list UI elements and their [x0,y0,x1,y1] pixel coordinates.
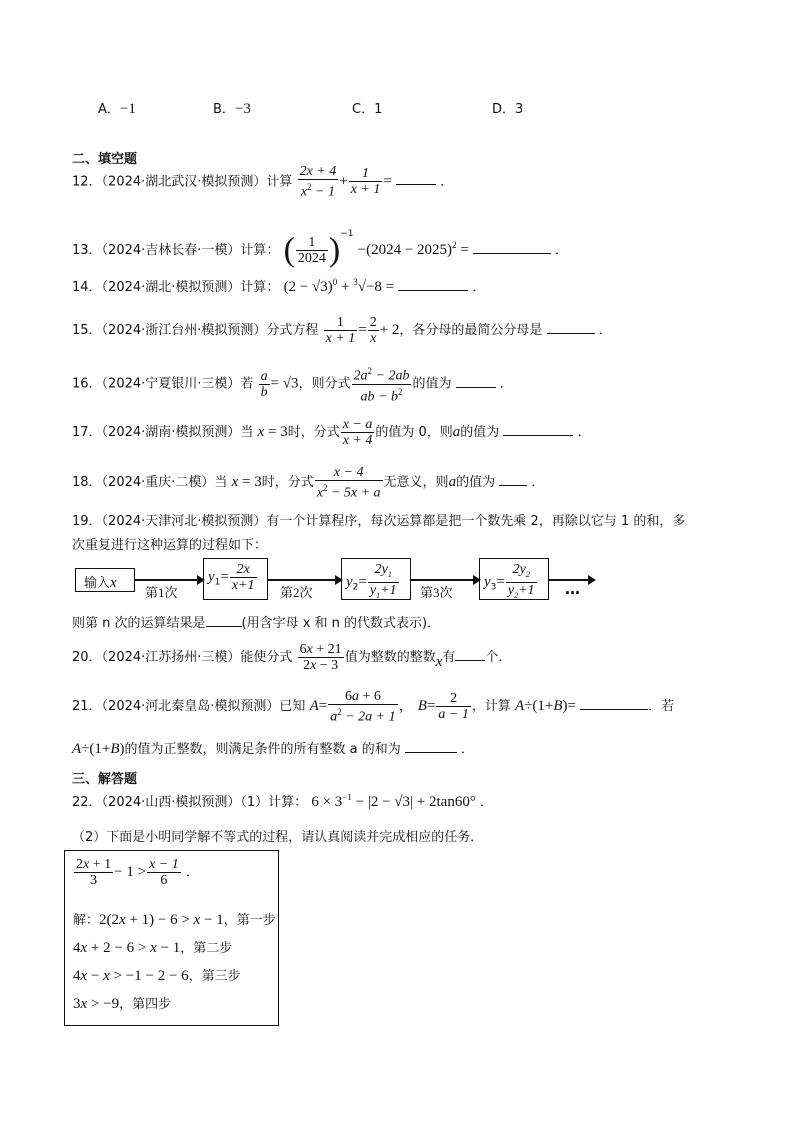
answer-blank[interactable] [473,240,551,254]
question-20: 20．（2024·江苏扬州·三模）能使分式 $\frac{6x + 21}{2x - 3}$ 值为整数的整数x有 个． [72,642,512,673]
question-13: 13．（2024·吉林长春·一模）计算： ( $\frac{1}{2024}$ )$^{-1} -(2024 - 2025)^2$ = ． [72,229,569,269]
question-17: 17．（2024·湖南·模拟预测）当 x = 3时，分式 $\frac{x - a}{x + 4}$ 的值为 0，则a的值为 ． [72,417,591,448]
answer-blank[interactable] [503,422,573,436]
solution-step-2: 4x + 2 − 6 > x − 1，第二步 [73,940,233,956]
flow-arrow [135,579,203,581]
answer-blank[interactable] [398,277,468,291]
question-14: 14．（2024·湖北·模拟预测）计算： $(2 - √3)^0 + ^3√-8$ = ． [72,277,486,295]
answer-blank[interactable] [206,613,242,627]
question-22: 22．（2024·山西·模拟预测）（1）计算： $6 \times 3^{-1} - |2 - √3| + 2\tan 60^\circ$ ． [72,792,493,810]
answer-blank[interactable] [455,647,485,661]
question-18: 18．（2024·重庆·二模）当 x = 3时，分式 $\frac{x - 4}{x^2 - 5x + a}$ 无意义，则a的值为 ． [72,464,545,501]
question-19-answer-line: 则第 n 次的运算结果是 (用含字母 x 和 n 的代数式表示)． [72,612,440,631]
option-d: D．3 [492,102,524,117]
answer-blank[interactable] [405,739,457,753]
section-heading-fill-in: 二、填空题 [72,152,138,167]
flow-step-2: 第2次 [280,585,313,600]
flow-box-y2: $y_2=$ $\frac{2y_1}{y_1+1}$ [341,558,411,600]
flow-input-box: 输入x [75,568,135,592]
question-21: 21．（2024·河北秦皇岛·模拟预测）已知 A= $\frac{6a + 6}{a^2 - 2a + 1}$ ， B= $\frac{2}{a - 1}$ ，计算 A÷(1+B)= ．若 [72,688,675,725]
question-19-line2: 次重复进行这种运算的过程如下： [72,538,268,553]
flow-box-y3: $y_3=$ $\frac{2y_2}{y_2+1}$ [479,558,549,600]
inequality: $\frac{2x + 1}{3}$ − 1 > $\frac{x - 1}{6}$ ． [76,857,199,888]
option-b: B．−3 [213,101,251,117]
answer-blank[interactable] [547,320,595,334]
answer-blank[interactable] [456,374,496,388]
question-16: 16．（2024·宁夏银川·三模）若 $\frac{a}{b}$ = √3，则分式 $\frac{2a^2 - 2ab}{ab - b^2}$ 的值为 ． [72,366,513,405]
flow-box-y1: $y_1=$ $\frac{2x}{x+1}$ [203,558,268,600]
solution-step-1: 解：2(2x + 1) − 6 > x − 1，第一步 [73,912,276,928]
answer-blank[interactable] [396,171,436,185]
solution-box [64,850,279,1026]
question-15: 15．（2024·浙江台州·模拟预测）分式方程 $\frac{1}{x + 1}$ = $\frac{2}{x}$ + 2，各分母的最简公分母是 ． [72,315,612,346]
flow-step-1: 第1次 [145,585,178,600]
flow-step-3: 第3次 [420,585,453,600]
question-19: 19．（2024·天津河北·模拟预测）有一个计算程序，每次运算都是把一个数先乘 2，再除以它与 1 的和，多 [72,514,686,529]
solution-step-3: 4x − x > −1 − 2 − 6，第三步 [73,968,241,984]
flow-arrow [268,579,341,581]
flow-ellipsis: … [565,580,580,598]
option-c: C．1 [352,102,383,117]
flow-arrow [411,579,479,581]
section-heading-solve: 三、解答题 [72,772,138,787]
option-a: A．−1 [98,101,136,117]
solution-step-4: 3x > −9，第四步 [73,996,172,1012]
question-12: 12．（2024·湖北武汉·模拟预测）计算 $\frac{2x + 4}{x^2 - 1}$ + $\frac{1}{x + 1}$ = ． [72,164,454,200]
question-21-line2: A÷(1+B)的值为正整数，则满足条件的所有整数 a 的和为 ． [72,741,475,757]
answer-blank[interactable] [580,696,648,710]
answer-blank[interactable] [499,472,527,486]
question-22-part2: （2）下面是小明同学解不等式的过程，请认真阅读并完成相应的任务． [72,830,484,845]
